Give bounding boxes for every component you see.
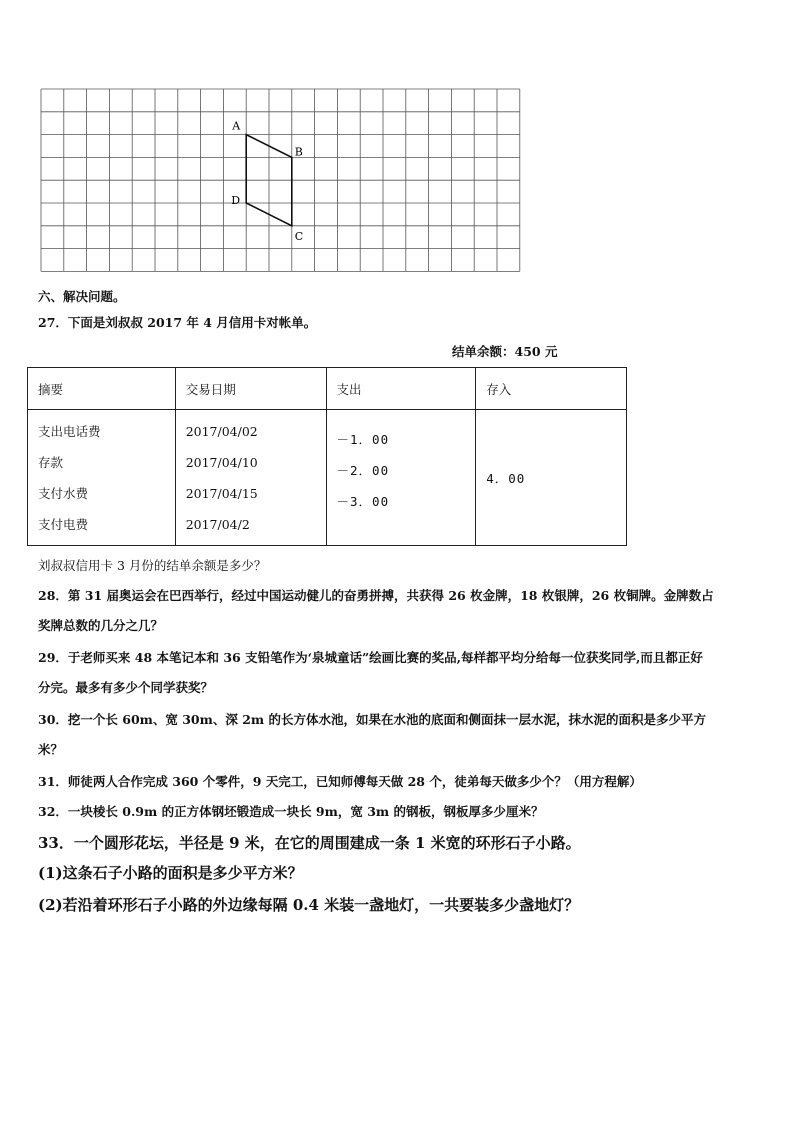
q33-line1: 33．一个圆形花坛，半径是 9 米，在它的周围建成一条 1 米宽的环形石子小路。 [38, 834, 581, 852]
summary-cell [28, 410, 176, 546]
section-title: 六、解决问题。 [38, 289, 126, 304]
grid-lines [41, 89, 520, 271]
header-summary: 摘要 [28, 368, 176, 410]
q27-question: 刘叔叔信用卡 3 月份的结单余额是多少？ [38, 558, 267, 573]
summary-item: 支付水费 [38, 485, 89, 501]
header-date: 交易日期 [175, 368, 326, 410]
q31-text: 31．师徒两人合作完成 360 个零件，9 天完工，已知师傅每天做 28 个，徒弟每天做多少个？（用方程解） [38, 774, 642, 789]
vertex-label-a: A [232, 119, 241, 133]
date-item: 2017/04/15 [185, 485, 258, 501]
vertex-label-c: C [294, 229, 304, 243]
statement-table [27, 367, 627, 546]
q28-line1: 28．第 31 届奥运会在巴西举行，经过中国运动健儿的奋勇拼搏，共获得 26 枚金牌，18 枚银牌，26 枚铜牌。金牌数占 [38, 588, 714, 603]
balance-label: 结单余额：450 元 [452, 344, 558, 359]
q30-line2: 米？ [38, 742, 64, 757]
q27-text: 27．下面是刘叔叔 2017 年 4 月信用卡对帐单。 [38, 315, 317, 330]
date-item: 2017/04/02 [185, 423, 258, 439]
q28-line2: 奖牌总数的几分之几？ [38, 618, 164, 633]
table-header-row [28, 368, 627, 410]
date-cell [175, 410, 326, 546]
q29-line1: 29．于老师买来 48 本笔记本和 36 支铅笔作为‘泉城童话”绘画比赛的奖品,每样都平均分给每一位获奖同学,而且都正好 [38, 650, 703, 665]
expense-item: －2．00 [336, 463, 390, 478]
date-item: 2017/04/10 [185, 454, 258, 470]
vertex-label-d: D [231, 194, 241, 207]
grid-figure [40, 88, 522, 274]
q29-line2: 分完。最多有多少个同学获奖？ [38, 680, 214, 695]
vertex-label-b: B [294, 145, 303, 159]
table-row [28, 410, 627, 546]
q30-line1: 30．挖一个长 60m、宽 30m、深 2m 的长方体水池，如果在水池的底面和侧面抹一层水泥，抹水泥的面积是多少平方 [38, 712, 706, 727]
date-item: 2017/04/2 [185, 516, 250, 532]
summary-item: 存款 [38, 454, 64, 470]
header-expense: 支出 [326, 368, 476, 410]
deposit-cell: 4．00 [476, 410, 627, 546]
header-deposit: 存入 [476, 368, 627, 410]
summary-item: 支付电费 [38, 516, 89, 532]
q32-text: 32．一块棱长 0.9m 的正方体钢坯锻造成一块长 9m，宽 3m 的钢板，钢板厚多少厘米？ [38, 804, 544, 819]
q33-line2: (1)这条石子小路的面积是多少平方米？ [38, 864, 303, 882]
expense-item: －3．00 [336, 494, 390, 509]
q33-line3: (2)若沿着环形石子小路的外边缘每隔 0.4 米装一盏地灯，一共要装多少盏地灯？ [38, 896, 580, 914]
expense-item: －1．00 [336, 432, 390, 447]
expense-cell [326, 410, 476, 546]
summary-item: 支出电话费 [38, 423, 101, 439]
